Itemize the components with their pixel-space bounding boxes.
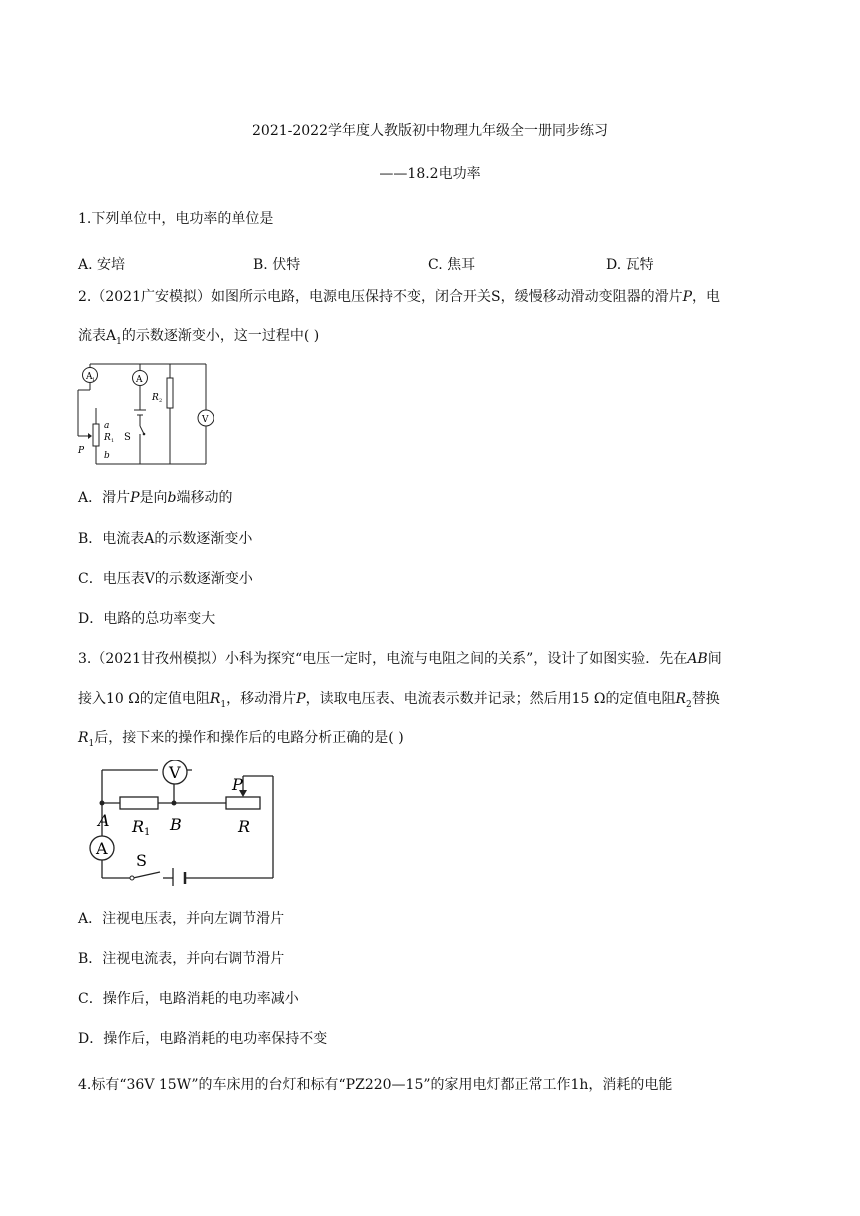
svg-text:A: A: [98, 811, 110, 830]
svg-text:S: S: [136, 851, 147, 870]
q2-stem-line2: 流表$A_1$的示数逐渐变小，这一过程中( ): [78, 328, 320, 347]
svg-text:B: B: [170, 815, 182, 834]
node-b-icon: [172, 801, 177, 806]
q1-option-b: B. 伏特: [253, 257, 301, 273]
svg-text:V: V: [169, 763, 181, 782]
svg-text:A: A: [136, 375, 143, 385]
switch-contact-icon: [143, 433, 146, 436]
rheostat-r1-icon: [93, 424, 99, 446]
q2-option-b: B．电流表A的示数逐渐变小: [78, 531, 253, 547]
resistor-r1-icon: [120, 797, 158, 809]
q3-option-c: C．操作后，电路消耗的电功率减小: [78, 991, 299, 1007]
svg-text:1: 1: [111, 438, 115, 444]
q1-stem: 1.下列单位中，电功率的单位是: [78, 211, 274, 227]
svg-text:b: b: [104, 451, 110, 461]
q3-option-d: D．操作后，电路消耗的电功率保持不变: [78, 1031, 328, 1047]
q2-option-c: C．电压表V的示数逐渐变小: [78, 571, 253, 587]
q3-option-b: B．注视电流表，并向右调节滑片: [78, 951, 285, 967]
node-a-icon: [100, 801, 105, 806]
rheostat-r-icon: [226, 797, 260, 809]
svg-text:R: R: [238, 817, 251, 836]
svg-text:1: 1: [144, 827, 151, 838]
svg-text:R: R: [152, 393, 159, 403]
svg-text:2: 2: [159, 398, 163, 404]
svg-text:A: A: [96, 839, 108, 858]
page-title: 2021-2022学年度人教版初中物理九年级全一册同步练习: [252, 123, 608, 139]
svg-text:S: S: [124, 432, 131, 443]
svg-text:R: R: [132, 817, 145, 836]
q1-option-a: A. 安培: [78, 257, 126, 273]
svg-text:P: P: [78, 446, 85, 456]
q2-option-d: D．电路的总功率变大: [78, 611, 216, 627]
q2-stem-line1: 2.（2021广安模拟）如图所示电路，电源电压保持不变，闭合开关S，缓慢移动滑动变阻器的滑片P，电: [78, 289, 720, 305]
q2-circuit-diagram: [74, 360, 214, 470]
q3-circuit-diagram: [78, 760, 278, 886]
q2-option-a: A．滑片P是向b端移动的: [78, 490, 233, 506]
switch-pivot-icon: [130, 876, 134, 880]
slider-arrow-icon: [88, 433, 92, 439]
q3-option-a: A．注视电压表，并向左调节滑片: [78, 911, 285, 927]
q4-stem: 4.标有“36V 15W”的车床用的台灯和标有“PZ220—15”的家用电灯都正常工作1h，消耗的电能: [78, 1077, 673, 1093]
svg-text:V: V: [202, 415, 209, 425]
svg-text:a: a: [104, 421, 110, 431]
q3-stem-line3: $R_1$后，接下来的操作和操作后的电路分析正确的是( ): [78, 730, 404, 749]
svg-text:R: R: [104, 433, 111, 443]
q1-options: [78, 254, 778, 274]
svg-text:A: A: [86, 372, 93, 382]
q1-option-c: C. 焦耳: [428, 257, 476, 273]
q1-option-d: D. 瓦特: [606, 257, 654, 273]
q3-stem-line2: 接入10 Ω的定值电阻$R_1$，移动滑片P，读取电压表、电流表示数并记录；然后用15 Ω的定值电阻$R_2$替换: [78, 691, 720, 710]
svg-text:1: 1: [92, 377, 96, 383]
page-subtitle: ——18.2电功率: [379, 166, 481, 182]
resistor-r2-icon: [167, 378, 173, 408]
q3-stem-line1: 3.（2021甘孜州模拟）小科为探究“电压一定时，电流与电阻之间的关系”，设计了如图实验．先在AB间: [78, 651, 722, 667]
svg-text:P: P: [232, 775, 243, 794]
